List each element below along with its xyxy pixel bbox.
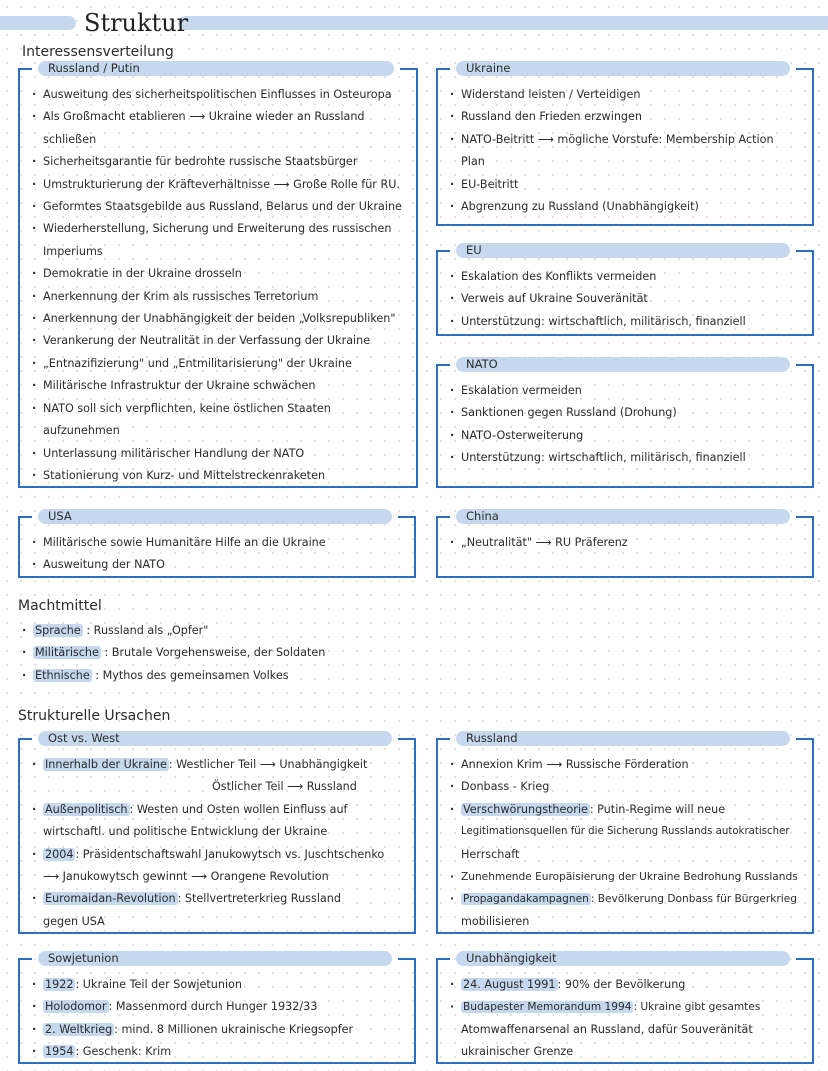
highlight-term: Verschwörungstheorie xyxy=(463,802,588,816)
list-item: · Sanktionen gegen Russland (Drohung) xyxy=(450,402,804,424)
item-text: : Putin-Regime will neue xyxy=(589,802,726,816)
list-item: aufzunehmen xyxy=(43,424,120,438)
section-heading-machtmittel: Machtmittel xyxy=(18,598,102,614)
item-text: : mind. 8 Millionen ukrainische Kriegsopfer xyxy=(114,1022,354,1036)
list-item xyxy=(32,888,406,910)
list-item xyxy=(32,1041,406,1063)
list-item xyxy=(22,620,325,642)
item-text: : Massenmord durch Hunger 1932/33 xyxy=(108,1000,318,1014)
section-heading-ursachen: Strukturelle Ursachen xyxy=(18,708,171,724)
list-item: Plan xyxy=(461,155,485,169)
item-text: : Ukraine Teil der Sowjetunion xyxy=(75,978,242,991)
box-china xyxy=(436,509,814,578)
list-item xyxy=(32,1019,406,1041)
list-item: · Unterstützung: wirtschaftlich, militärisch, finanziell xyxy=(450,447,804,469)
item-text: : Brutale Vorgehensweise, der Soldaten xyxy=(104,646,326,660)
list-item xyxy=(32,844,406,866)
highlight-term: Ethnische xyxy=(35,668,90,682)
list-item: · Militärische sowie Humanitäre Hilfe an die Ukraine xyxy=(32,532,406,554)
list-item xyxy=(450,996,804,1018)
box-label: USA xyxy=(38,509,392,524)
list-item xyxy=(22,642,325,664)
list-item: · Verankerung der Neutralität in der Verfassung der Ukraine xyxy=(32,330,408,352)
highlight-term: 24. August 1991 xyxy=(463,978,556,991)
item-text: : Stellvertreterkrieg Russland xyxy=(177,892,341,906)
list-item: mobilisieren xyxy=(461,914,530,928)
highlight-term: Budapester Memorandum 1994 xyxy=(463,1001,632,1014)
item-text: : Westlicher Teil ⟶ Unabhängigkeit xyxy=(168,758,368,771)
list-item: · Geformtes Staatsgebilde aus Russland, Belarus und der Ukraine xyxy=(32,196,408,218)
title-bar-left xyxy=(0,16,76,30)
list-item: · Als Großmacht etablieren ⟶ Ukraine wieder an Russland xyxy=(32,106,408,128)
list-item: · NATO-Beitritt ⟶ mögliche Vorstufe: Membership Action xyxy=(450,129,804,151)
box-sowjetunion xyxy=(18,951,416,1064)
box-label: Ukraine xyxy=(456,61,790,76)
list-item: · Eskalation vermeiden xyxy=(450,380,804,402)
box-unabhaengigkeit xyxy=(436,951,814,1064)
list-item: gegen USA xyxy=(43,914,105,928)
list-item: · „Neutralität" ⟶ RU Präferenz xyxy=(450,532,804,554)
list-item xyxy=(450,799,804,821)
list-item: · Ausweitung der NATO xyxy=(32,554,406,576)
item-text: : Mythos des gemeinsamen Volkes xyxy=(95,668,289,682)
list-item: · Demokratie in der Ukraine drosseln xyxy=(32,263,408,285)
box-label: Ost vs. West xyxy=(38,731,392,746)
box-label: Unabhängigkeit xyxy=(456,951,790,966)
list-item: · EU-Beitritt xyxy=(450,174,804,196)
list-item: · Unterlassung militärischer Handlung der NATO xyxy=(32,443,408,465)
item-text: : Bevölkerung Donbass für Bürgerkrieg xyxy=(590,893,797,906)
highlight-term: Außenpolitisch xyxy=(45,802,128,816)
list-item: · Unterstützung: wirtschaftlich, militärisch, finanziell xyxy=(450,311,804,333)
list-item: · Wiederherstellung, Sicherung und Erweiterung des russischen xyxy=(32,218,408,240)
box-label: NATO xyxy=(456,357,790,372)
item-text: : Präsidentschaftswahl Janukowytsch vs. Juschtschenko xyxy=(75,847,385,861)
box-label: Russland xyxy=(456,731,790,746)
list-item: · Russland den Frieden erzwingen xyxy=(450,106,804,128)
highlight-term: Innerhalb der Ukraine xyxy=(45,758,167,771)
list-item xyxy=(32,754,406,776)
list-item: · Sicherheitsgarantie für bedrohte russische Staatsbürger xyxy=(32,151,408,173)
highlight-term: Holodomor xyxy=(45,1000,107,1014)
box-russland-putin xyxy=(18,61,418,488)
list-item: · Anerkennung der Unabhängigkeit der beiden „Volksrepubliken" xyxy=(32,308,408,330)
item-text: : 90% der Bevölkerung xyxy=(557,978,686,991)
box-ukraine xyxy=(436,61,814,226)
list-item: · Verweis auf Ukraine Souveränität xyxy=(450,288,804,310)
list-item: Atomwaffenarsenal an Russland, dafür Souveränität xyxy=(461,1022,753,1036)
list-item: · Eskalation des Konflikts vermeiden xyxy=(450,266,804,288)
list-item: · Annexion Krim ⟶ Russische Förderation xyxy=(450,754,804,776)
list-item: · NATO soll sich verpflichten, keine östlichen Staaten xyxy=(32,398,408,420)
list-item xyxy=(32,974,406,996)
list-item: schließen xyxy=(43,132,97,146)
list-item: wirtschaftl. und politische Entwicklung der Ukraine xyxy=(43,825,328,839)
highlight-term: 1954 xyxy=(45,1045,74,1059)
box-russland-ursachen xyxy=(436,731,814,934)
list-item xyxy=(450,974,804,996)
box-label: Russland / Putin xyxy=(38,61,394,76)
list-item: · Zunehmende Europäisierung der Ukraine Bedrohung Russlands xyxy=(450,866,804,888)
list-item: Imperiums xyxy=(43,244,103,258)
list-item: · Ausweitung des sicherheitspolitischen Einflusses in Osteuropa xyxy=(32,84,408,106)
list-item: Östlicher Teil ⟶ Russland xyxy=(212,780,357,794)
list-item: Legitimationsquellen für die Sicherung Russlands autokratischer xyxy=(461,826,790,838)
list-item: · Umstrukturierung der Kräfteverhältnisse ⟶ Große Rolle für RU. xyxy=(32,174,408,196)
list-item xyxy=(450,888,804,910)
item-text: : Geschenk: Krim xyxy=(75,1045,172,1059)
highlight-term: 2004 xyxy=(45,847,74,861)
highlight-term: 2. Weltkrieg xyxy=(45,1022,113,1036)
list-item: · Anerkennung der Krim als russisches Terretorium xyxy=(32,286,408,308)
box-usa xyxy=(18,509,416,578)
highlight-term: Sprache xyxy=(35,624,81,637)
list-item: · Militärische Infrastruktur der Ukraine schwächen xyxy=(32,375,408,397)
list-item: · Abgrenzung zu Russland (Unabhängigkeit) xyxy=(450,196,804,218)
list-item: · „Entnazifizierung" und „Entmilitarisierung" der Ukraine xyxy=(32,353,408,375)
box-label: Sowjetunion xyxy=(38,951,392,966)
item-text: : Westen und Osten wollen Einfluss auf xyxy=(129,802,348,816)
box-eu xyxy=(436,243,814,336)
list-item: · NATO-Osterweiterung xyxy=(450,425,804,447)
box-ost-west xyxy=(18,731,416,934)
list-item: Herrschaft xyxy=(461,847,520,861)
section-heading-interessen: Interessensverteilung xyxy=(22,44,174,60)
item-text: : Russland als „Opfer" xyxy=(86,624,209,637)
page-title: Struktur xyxy=(84,9,189,37)
list-item: ukrainischer Grenze xyxy=(461,1045,574,1059)
machtmittel-list xyxy=(22,620,325,687)
list-item: · Stationierung von Kurz- und Mittelstreckenraketen xyxy=(32,465,408,487)
list-item: · Donbass - Krieg xyxy=(450,776,804,798)
box-nato xyxy=(436,357,814,488)
list-item xyxy=(32,996,406,1018)
highlight-term: 1922 xyxy=(45,978,74,991)
list-item xyxy=(22,665,325,687)
list-item xyxy=(32,799,406,821)
box-label: EU xyxy=(456,243,790,258)
highlight-term: Militärische xyxy=(35,646,99,660)
box-label: China xyxy=(456,509,790,524)
list-item: · Widerstand leisten / Verteidigen xyxy=(450,84,804,106)
highlight-term: Euromaidan-Revolution xyxy=(45,892,176,906)
item-text: : Ukraine gibt gesamtes xyxy=(633,1001,761,1014)
list-item: ⟶ Janukowytsch gewinnt ⟶ Orangene Revolution xyxy=(43,870,329,884)
highlight-term: Propagandakampagnen xyxy=(463,893,589,906)
title-bar-right xyxy=(178,16,828,30)
